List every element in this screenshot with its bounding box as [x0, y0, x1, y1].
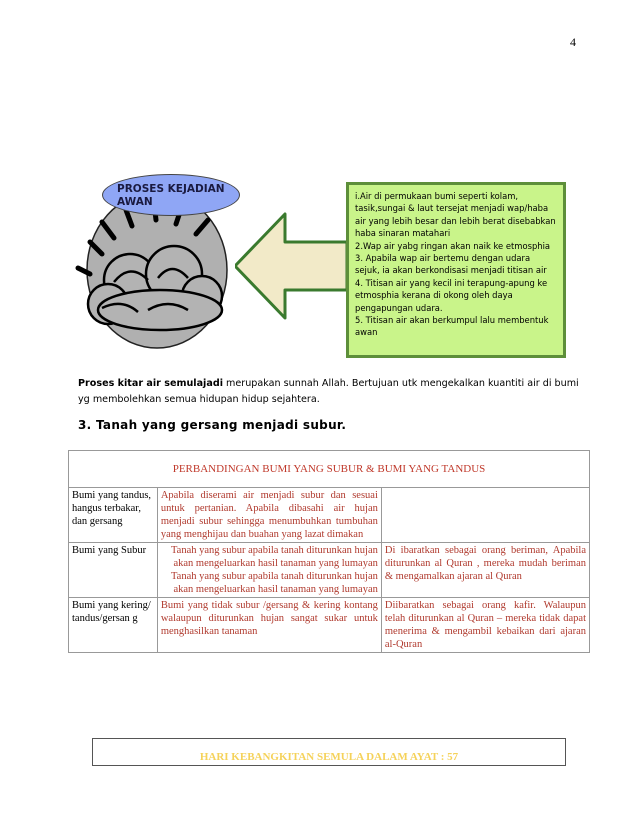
table-row [69, 598, 590, 653]
row-label: Bumi yang tandus, hangus terbakar, dan gersang [69, 488, 158, 543]
row-description: Tanah yang subur apabila tanah diturunkan hujan akan mengeluarkan hasil tanaman yang lumayan Tanah yang subur apabila tanah diturunkan hujan akan mengeluarkan hasil tanaman yang lumayan [157, 543, 381, 598]
process-step-4: 4. Titisan air yang kecil ini terapung-apung ke etmosphia kerana di okong oleh daya pengapungan udara. [355, 277, 548, 313]
water-cycle-paragraph [78, 376, 590, 408]
paragraph-bold-lead: Proses kitar air semulajadi [78, 378, 223, 389]
section-heading: 3. Tanah yang gersang menjadi subur. [78, 418, 347, 432]
process-step-5: 5. Titisan air akan berkumpul lalu membentuk awan [355, 315, 549, 338]
row-description: Bumi yang tidak subur /gersang & kering kontang walaupun diturunkan hujan sangat sukar untuk menghasilkan tanaman [157, 598, 381, 653]
process-title-line1: PROSES KEJADIAN [117, 183, 225, 195]
row-meaning [381, 488, 589, 543]
process-step-1: i.Air di permukaan bumi seperti kolam, tasik,sungai & laut tersejat menjadi wap/haba air yang lebih besar dan lebih berat disebabkan haba sinaran matahari [355, 191, 556, 239]
process-step-2: 2.Wap air yabg ringan akan naik ke etmosphia [355, 240, 551, 251]
row-meaning: Diibaratkan sebagai orang kafir. Walaupun telah diturunkan al Quran – mereka tidak dapat menerima & mengambil kebaikan dari ajaran al-Quran [381, 598, 589, 653]
row-label: Bumi yang kering/ tandus/gersan g [69, 598, 158, 653]
process-steps-box [346, 182, 566, 358]
arrow-icon [235, 210, 350, 322]
table-header-row [69, 451, 590, 488]
page-number: 4 [570, 35, 576, 49]
table-row [69, 543, 590, 598]
table-header: PERBANDINGAN BUMI YANG SUBUR & BUMI YANG TANDUS [69, 451, 590, 488]
comparison-table [68, 450, 590, 653]
footer-box [92, 738, 566, 766]
paragraph-rest: merupakan sunnah Allah. Bertujuan utk mengekalkan kuantiti air di bumi yg membolehkan semua hidupan hidup sejahtera. [78, 378, 579, 405]
process-step-3: 3. Apabila wap air bertemu dengan udara sejuk, ia akan berkondisasi menjadi titisan air [355, 253, 547, 276]
process-title-line2: AWAN [117, 196, 153, 208]
row-meaning: Di ibaratkan sebagai orang beriman, Apabila diturunkan al Quran , mereka mudah beriman & mengamalkan ajaran al Quran [381, 543, 589, 598]
process-title-bubble [102, 174, 240, 216]
table-row [69, 488, 590, 543]
row-label: Bumi yang Subur [69, 543, 158, 598]
footer-text: HARI KEBANGKITAN SEMULA DALAM AYAT : 57 [199, 751, 459, 763]
row-description: Apabila diserami air menjadi subur dan sesuai untuk pertanian. Apabila dibasahi air hujan menjadi subur sehingga menumbuhkan tumbuhan yang menghijau dan buahan yang lazat dimakan [157, 488, 381, 543]
